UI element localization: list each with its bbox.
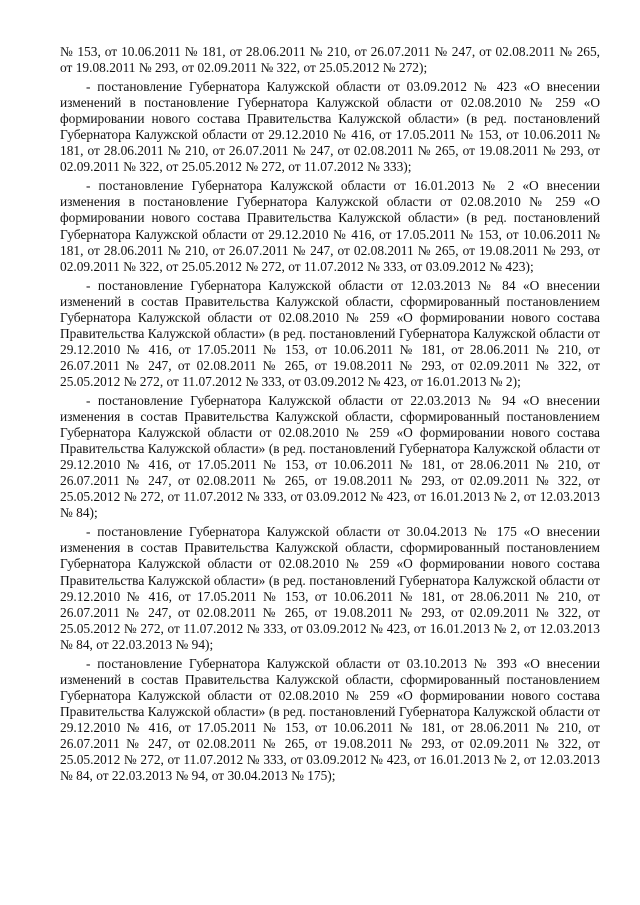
paragraph-decree-84: - постановление Губернатора Калужской области от 12.03.2013 № 84 «О внесении изменений в состав Правительства Калужской области, сформированный постановлением Губернатора Калужской области от 02.08.2010 № 259 «О формировании нового состава Правительства Калужской области» (в ред. постановлений Губернатора Калужской области от 29.12.2010 № 416, от 17.05.2011 № 153, от 10.06.2011 № 181, от 28.06.2011 № 210, от 26.07.2011 № 247, от 02.08.2011 № 265, от 19.08.2011 № 293, от 02.09.2011 № 322, от 25.05.2012 № 272, от 11.07.2012 № 333, от 03.09.2012 № 423, от 16.01.2013 № 2);: [60, 277, 600, 389]
paragraph-continuation: № 153, от 10.06.2011 № 181, от 28.06.2011 № 210, от 26.07.2011 № 247, от 02.08.2011 № 265, от 19.08.2011 № 293, от 02.09.2011 № 322, от 25.05.2012 № 272);: [60, 44, 600, 76]
paragraph-decree-393: - постановление Губернатора Калужской области от 03.10.2013 № 393 «О внесении изменений в состав Правительства Калужской области, сформированный постановлением Губернатора Калужской области от 02.08.2010 № 259 «О формировании нового состава Правительства Калужской области» (в ред. постановлений Губернатора Калужской области от 29.12.2010 № 416, от 17.05.2011 № 153, от 10.06.2011 № 181, от 28.06.2011 № 210, от 26.07.2011 № 247, от 02.08.2011 № 265, от 19.08.2011 № 293, от 02.09.2011 № 322, от 25.05.2012 № 272, от 11.07.2012 № 333, от 03.09.2012 № 423, от 16.01.2013 № 2, от 12.03.2013 № 84, от 22.03.2013 № 94, от 30.04.2013 № 175);: [60, 655, 600, 784]
paragraph-decree-423: - постановление Губернатора Калужской области от 03.09.2012 № 423 «О внесении изменений в постановление Губернатора Калужской области от 02.08.2010 № 259 «О формировании нового состава Правительства Калужской области» (в ред. постановлений Губернатора Калужской области от 29.12.2010 № 416, от 17.05.2011 № 153, от 10.06.2011 № 181, от 28.06.2011 № 210, от 26.07.2011 № 247, от 02.08.2011 № 265, от 19.08.2011 № 293, от 02.09.2011 № 322, от 25.05.2012 № 272, от 11.07.2012 № 333);: [60, 79, 600, 175]
paragraph-decree-175: - постановление Губернатора Калужской области от 30.04.2013 № 175 «О внесении изменения в состав Правительства Калужской области, сформированный постановлением Губернатора Калужской области от 02.08.2010 № 259 «О формировании нового состава Правительства Калужской области» (в ред. постановлений Губернатора Калужской области от 29.12.2010 № 416, от 17.05.2011 № 153, от 10.06.2011 № 181, от 28.06.2011 № 210, от 26.07.2011 № 247, от 02.08.2011 № 265, от 19.08.2011 № 293, от 02.09.2011 № 322, от 25.05.2012 № 272, от 11.07.2012 № 333, от 03.09.2012 № 423, от 16.01.2013 № 2, от 12.03.2013 № 84, от 22.03.2013 № 94);: [60, 524, 600, 652]
paragraph-decree-94: - постановление Губернатора Калужской области от 22.03.2013 № 94 «О внесении изменения в состав Правительства Калужской области, сформированный постановлением Губернатора Калужской области от 02.08.2010 № 259 «О формировании нового состава Правительства Калужской области» (в ред. постановлений Губернатора Калужской области от 29.12.2010 № 416, от 17.05.2011 № 153, от 10.06.2011 № 181, от 28.06.2011 № 210, от 26.07.2011 № 247, от 02.08.2011 № 265, от 19.08.2011 № 293, от 02.09.2011 № 322, от 25.05.2012 № 272, от 11.07.2012 № 333, от 03.09.2012 № 423, от 16.01.2013 № 2, от 12.03.2013 № 84);: [60, 392, 600, 521]
document-page: [60, 44, 600, 787]
paragraph-decree-2: - постановление Губернатора Калужской области от 16.01.2013 № 2 «О внесении изменения в постановление Губернатора Калужской области от 02.08.2010 № 259 «О формировании нового состава Правительства Калужской области» (в ред. постановлений Губернатора Калужской области от 29.12.2010 № 416, от 17.05.2011 № 153, от 10.06.2011 № 181, от 28.06.2011 № 210, от 26.07.2011 № 247, от 02.08.2011 № 265, от 19.08.2011 № 293, от 02.09.2011 № 322, от 25.05.2012 № 272, от 11.07.2012 № 333, от 03.09.2012 № 423);: [60, 178, 600, 274]
